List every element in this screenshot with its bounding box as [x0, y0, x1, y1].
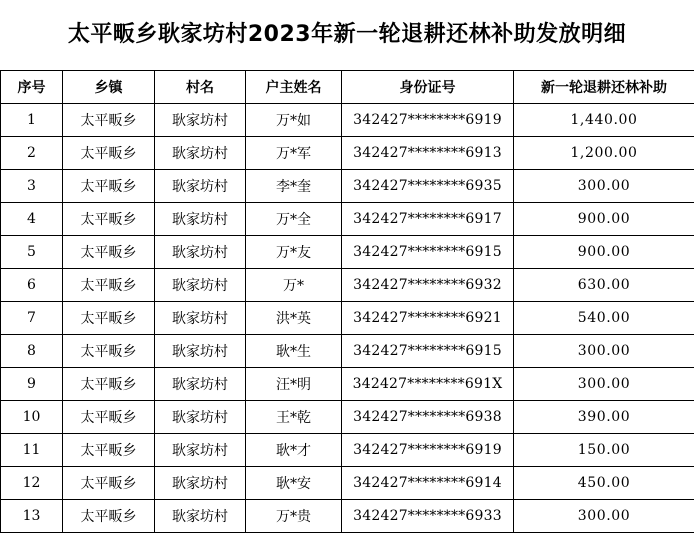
cell-subsidy-amount: 300.00: [514, 170, 694, 203]
cell-index: 13: [1, 500, 63, 533]
cell-id-number: 342427********691X: [342, 368, 514, 401]
cell-subsidy-amount: 450.00: [514, 467, 694, 500]
cell-householder: 洪*英: [246, 302, 342, 335]
subsidy-table: [0, 70, 694, 533]
cell-id-number: 342427********6915: [342, 236, 514, 269]
cell-id-number: 342427********6914: [342, 467, 514, 500]
cell-index: 7: [1, 302, 63, 335]
cell-householder: 耿*安: [246, 467, 342, 500]
cell-subsidy-amount: 150.00: [514, 434, 694, 467]
cell-village: 耿家坊村: [155, 401, 246, 434]
cell-village: 耿家坊村: [155, 137, 246, 170]
table-body: [1, 104, 694, 533]
cell-town: 太平畈乡: [63, 401, 155, 434]
cell-householder: 万*军: [246, 137, 342, 170]
cell-householder: 万*: [246, 269, 342, 302]
column-header-town: 乡镇: [63, 71, 155, 104]
cell-index: 12: [1, 467, 63, 500]
table-row: [1, 137, 694, 170]
cell-town: 太平畈乡: [63, 269, 155, 302]
cell-subsidy-amount: 1,200.00: [514, 137, 694, 170]
table-row: [1, 236, 694, 269]
table-row: [1, 368, 694, 401]
cell-index: 3: [1, 170, 63, 203]
cell-village: 耿家坊村: [155, 269, 246, 302]
cell-subsidy-amount: 540.00: [514, 302, 694, 335]
cell-index: 2: [1, 137, 63, 170]
cell-subsidy-amount: 900.00: [514, 236, 694, 269]
cell-index: 4: [1, 203, 63, 236]
cell-index: 5: [1, 236, 63, 269]
cell-town: 太平畈乡: [63, 434, 155, 467]
table-header-row: [1, 71, 694, 104]
cell-town: 太平畈乡: [63, 170, 155, 203]
cell-village: 耿家坊村: [155, 434, 246, 467]
table-row: [1, 467, 694, 500]
cell-town: 太平畈乡: [63, 500, 155, 533]
cell-subsidy-amount: 300.00: [514, 500, 694, 533]
cell-town: 太平畈乡: [63, 137, 155, 170]
cell-town: 太平畈乡: [63, 467, 155, 500]
cell-village: 耿家坊村: [155, 236, 246, 269]
cell-id-number: 342427********6932: [342, 269, 514, 302]
cell-village: 耿家坊村: [155, 335, 246, 368]
cell-village: 耿家坊村: [155, 500, 246, 533]
cell-village: 耿家坊村: [155, 467, 246, 500]
cell-town: 太平畈乡: [63, 236, 155, 269]
cell-index: 11: [1, 434, 63, 467]
table-row: [1, 104, 694, 137]
column-header-village: 村名: [155, 71, 246, 104]
cell-index: 1: [1, 104, 63, 137]
column-header-householder: 户主姓名: [246, 71, 342, 104]
cell-id-number: 342427********6935: [342, 170, 514, 203]
cell-town: 太平畈乡: [63, 104, 155, 137]
column-header-subsidy: 新一轮退耕还林补助: [514, 71, 694, 104]
table-row: [1, 203, 694, 236]
cell-householder: 万*全: [246, 203, 342, 236]
cell-town: 太平畈乡: [63, 368, 155, 401]
cell-village: 耿家坊村: [155, 170, 246, 203]
cell-id-number: 342427********6938: [342, 401, 514, 434]
cell-subsidy-amount: 300.00: [514, 368, 694, 401]
cell-householder: 耿*才: [246, 434, 342, 467]
cell-index: 9: [1, 368, 63, 401]
cell-subsidy-amount: 900.00: [514, 203, 694, 236]
cell-village: 耿家坊村: [155, 203, 246, 236]
cell-village: 耿家坊村: [155, 104, 246, 137]
cell-town: 太平畈乡: [63, 203, 155, 236]
table-row: [1, 302, 694, 335]
cell-householder: 万*如: [246, 104, 342, 137]
cell-householder: 耿*生: [246, 335, 342, 368]
cell-index: 6: [1, 269, 63, 302]
cell-householder: 王*乾: [246, 401, 342, 434]
cell-householder: 万*贵: [246, 500, 342, 533]
cell-id-number: 342427********6915: [342, 335, 514, 368]
cell-subsidy-amount: 300.00: [514, 335, 694, 368]
cell-householder: 李*奎: [246, 170, 342, 203]
cell-id-number: 342427********6919: [342, 104, 514, 137]
cell-subsidy-amount: 1,440.00: [514, 104, 694, 137]
cell-town: 太平畈乡: [63, 335, 155, 368]
cell-subsidy-amount: 390.00: [514, 401, 694, 434]
cell-id-number: 342427********6919: [342, 434, 514, 467]
cell-village: 耿家坊村: [155, 368, 246, 401]
cell-subsidy-amount: 630.00: [514, 269, 694, 302]
cell-index: 8: [1, 335, 63, 368]
cell-householder: 万*友: [246, 236, 342, 269]
table-row: [1, 269, 694, 302]
table-row: [1, 500, 694, 533]
cell-index: 10: [1, 401, 63, 434]
column-header-id-number: 身份证号: [342, 71, 514, 104]
cell-village: 耿家坊村: [155, 302, 246, 335]
cell-id-number: 342427********6917: [342, 203, 514, 236]
cell-id-number: 342427********6933: [342, 500, 514, 533]
cell-householder: 汪*明: [246, 368, 342, 401]
cell-id-number: 342427********6913: [342, 137, 514, 170]
table-row: [1, 335, 694, 368]
table-row: [1, 434, 694, 467]
cell-town: 太平畈乡: [63, 302, 155, 335]
column-header-index: 序号: [1, 71, 63, 104]
cell-id-number: 342427********6921: [342, 302, 514, 335]
page-title: 太平畈乡耿家坊村2023年新一轮退耕还林补助发放明细: [0, 0, 694, 70]
table-row: [1, 170, 694, 203]
table-row: [1, 401, 694, 434]
